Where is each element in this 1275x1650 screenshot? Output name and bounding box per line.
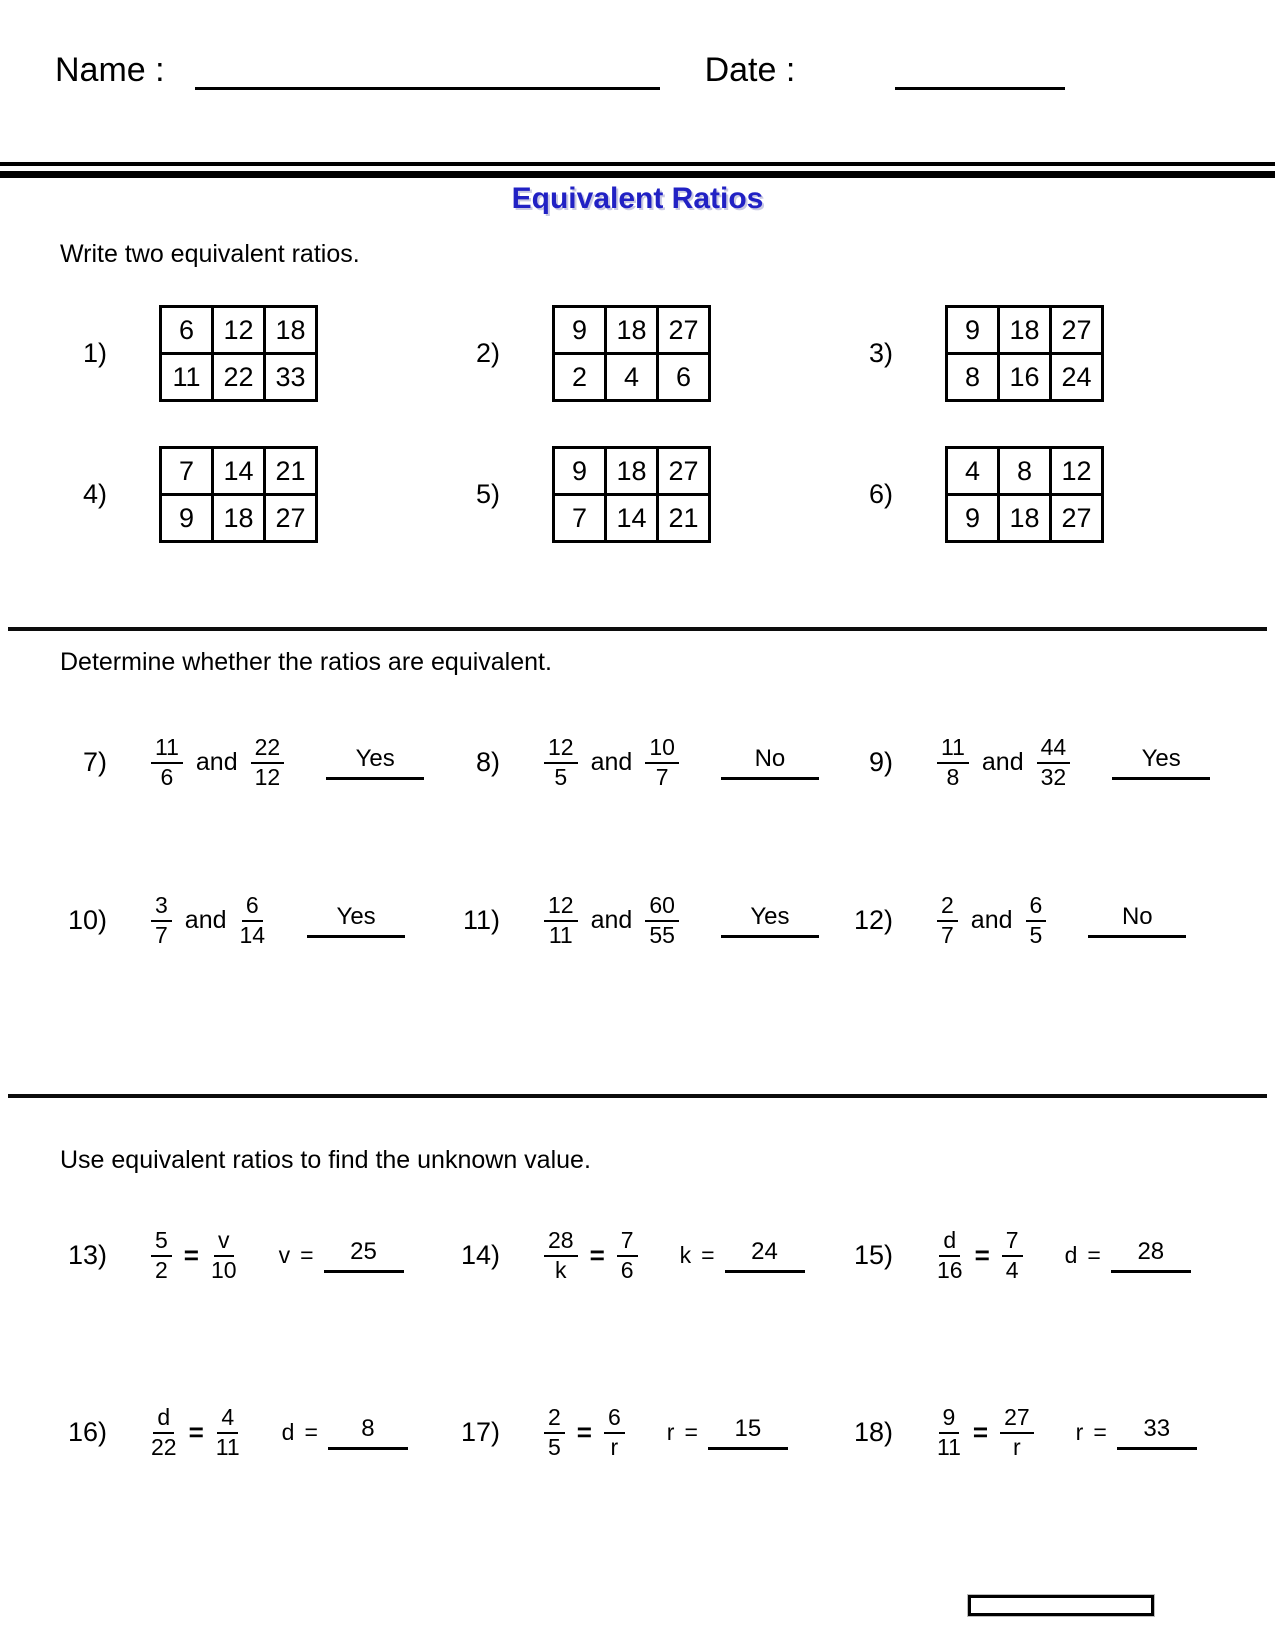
fraction-1 [151, 1405, 177, 1461]
variable-answer [1065, 1238, 1191, 1273]
problem-number: 7) [82, 747, 107, 778]
problem-number: 8) [475, 747, 500, 778]
denominator: 11 [937, 1433, 961, 1460]
compare-problem-7 [55, 735, 448, 791]
answer-blank[interactable]: 24 [725, 1238, 805, 1273]
answer-blank[interactable]: 33 [1117, 1415, 1197, 1450]
compare-problem-12 [841, 893, 1234, 949]
table-cell: 8 [947, 354, 999, 401]
date-label: Date : [704, 51, 796, 89]
table-cell: 7 [161, 448, 213, 495]
problem-number: 2) [475, 338, 500, 368]
numerator: 10 [645, 735, 679, 764]
fraction-2 [604, 1405, 625, 1461]
problem-number: 3) [868, 338, 893, 368]
table-problem-3 [841, 305, 1234, 402]
denominator: 10 [210, 1256, 237, 1283]
problem-number: 18) [853, 1417, 893, 1448]
table-cell: 4 [947, 448, 999, 495]
denominator: 7 [155, 921, 168, 948]
compare-problems-row-2 [55, 893, 1234, 949]
table-cell: 27 [265, 495, 317, 542]
fraction-1 [544, 735, 578, 791]
name-label: Name : [55, 51, 165, 89]
ratio-table [552, 305, 711, 402]
table-cell: 9 [554, 307, 606, 354]
problem-number: 9) [868, 747, 893, 778]
equation-problems-row-2 [55, 1405, 1234, 1461]
table-cell: 9 [161, 495, 213, 542]
table-cell: 18 [213, 495, 265, 542]
table-problem-5 [448, 446, 841, 543]
denominator: 5 [554, 763, 568, 790]
numerator: 44 [1037, 735, 1071, 764]
answer-blank[interactable]: Yes [307, 903, 405, 938]
ratio-table [159, 305, 318, 402]
answer-blank[interactable]: Yes [1112, 745, 1210, 780]
denominator: 7 [941, 921, 954, 948]
table-cell: 27 [1051, 307, 1103, 354]
variable-answer [667, 1415, 788, 1450]
fraction-2 [617, 1228, 638, 1284]
fraction-1 [151, 735, 183, 791]
numerator: 6 [1026, 893, 1047, 922]
denominator: 4 [1005, 1256, 1019, 1283]
numerator: 6 [242, 893, 263, 922]
fraction-2 [240, 893, 266, 949]
denominator: 6 [160, 763, 174, 790]
denominator: 7 [655, 763, 669, 790]
table-cell: 4 [606, 354, 658, 401]
name-input-line[interactable] [195, 48, 660, 90]
and-word: and [184, 906, 227, 935]
equation-problem-13 [55, 1228, 448, 1284]
table-cell: 22 [213, 354, 265, 401]
table-cell: 6 [658, 354, 710, 401]
problem-number: 10) [67, 905, 107, 936]
table-cell: 9 [554, 448, 606, 495]
and-word: and [970, 906, 1013, 935]
equals-sign: = [974, 1240, 990, 1271]
problem-number: 1) [82, 338, 107, 368]
table-cell: 7 [554, 495, 606, 542]
table-problems-row-1 [55, 305, 1234, 402]
variable-answer [680, 1238, 805, 1273]
fraction-2 [1002, 1228, 1023, 1284]
compare-problem-9 [841, 735, 1234, 791]
variable-answer [282, 1415, 408, 1450]
variable-letter: k [679, 1242, 692, 1269]
numerator: v [214, 1228, 234, 1257]
table-cell: 27 [658, 448, 710, 495]
problem-number: 4) [82, 479, 107, 509]
answer-blank[interactable]: 28 [1111, 1238, 1191, 1273]
numerator: 3 [151, 893, 172, 922]
fraction-1 [544, 1228, 578, 1284]
fraction-1 [544, 893, 578, 949]
equals-sign: = [1093, 1419, 1107, 1446]
table-cell: 8 [999, 448, 1051, 495]
denominator: 6 [620, 1256, 634, 1283]
denominator: r [1013, 1433, 1021, 1460]
problem-number: 16) [67, 1417, 107, 1448]
denominator: 14 [239, 921, 266, 948]
numerator: 5 [151, 1228, 172, 1257]
table-cell: 12 [1051, 448, 1103, 495]
denominator: 22 [151, 1433, 177, 1460]
problem-number: 14) [460, 1240, 500, 1271]
denominator: 5 [1029, 921, 1043, 948]
table-cell: 12 [213, 307, 265, 354]
numerator: 7 [617, 1228, 638, 1257]
numerator: 22 [251, 735, 285, 764]
denominator: 12 [254, 763, 281, 790]
numerator: d [939, 1228, 960, 1257]
problem-number: 5) [475, 479, 500, 509]
and-word: and [590, 906, 633, 935]
compare-problem-11 [448, 893, 841, 949]
fraction-2 [1037, 735, 1071, 791]
fraction-1 [937, 735, 969, 791]
variable-letter: r [1075, 1419, 1084, 1446]
table-cell: 27 [658, 307, 710, 354]
table-cell: 18 [999, 495, 1051, 542]
fraction-2 [211, 1228, 237, 1284]
numerator: 2 [937, 893, 958, 922]
problem-number: 11) [462, 905, 500, 936]
fraction-2 [251, 735, 285, 791]
denominator: 11 [215, 1433, 240, 1460]
table-cell: 24 [1051, 354, 1103, 401]
page-title: Equivalent Ratios [511, 182, 764, 215]
numerator: 2 [544, 1405, 565, 1434]
answer-blank[interactable]: 25 [324, 1238, 404, 1273]
equation-problem-15 [841, 1228, 1234, 1284]
variable-letter: v [278, 1242, 291, 1269]
denominator: 2 [155, 1256, 168, 1283]
table-cell: 14 [606, 495, 658, 542]
answer-blank[interactable]: 15 [708, 1415, 788, 1450]
fraction-1 [937, 893, 958, 949]
denominator: 32 [1040, 763, 1067, 790]
equation-problems-row-1 [55, 1228, 1234, 1284]
fraction-2 [1026, 893, 1047, 949]
table-cell: 9 [947, 495, 999, 542]
equals-sign: = [972, 1417, 989, 1448]
answer-blank[interactable]: Yes [721, 903, 819, 938]
equation-problem-14 [448, 1228, 841, 1284]
denominator: 16 [937, 1256, 963, 1283]
problem-number: 13) [67, 1240, 107, 1271]
answer-blank[interactable]: No [721, 745, 819, 780]
table-cell: 18 [606, 448, 658, 495]
table-cell: 18 [606, 307, 658, 354]
problem-number: 12) [853, 905, 893, 936]
table-cell: 27 [1051, 495, 1103, 542]
fraction-1 [937, 1228, 963, 1284]
table-problem-2 [448, 305, 841, 402]
section3-instruction: Use equivalent ratios to find the unknown value. [60, 1146, 591, 1174]
denominator: r [610, 1433, 619, 1460]
ratio-table [945, 305, 1104, 402]
denominator: 11 [548, 921, 573, 948]
table-cell: 33 [265, 354, 317, 401]
ratio-table [552, 446, 711, 543]
table-cell: 16 [999, 354, 1051, 401]
table-cell: 9 [947, 307, 999, 354]
equals-sign: = [188, 1417, 204, 1448]
equals-sign: = [304, 1419, 318, 1446]
equals-sign: = [300, 1242, 314, 1269]
section2-instruction: Determine whether the ratios are equivalent. [60, 648, 552, 676]
fraction-1 [937, 1405, 961, 1461]
answer-blank[interactable]: Yes [326, 745, 424, 780]
equals-sign: = [684, 1419, 698, 1446]
answer-blank[interactable]: No [1088, 903, 1186, 938]
compare-problem-10 [55, 893, 448, 949]
fraction-1 [544, 1405, 565, 1461]
denominator: 5 [548, 1433, 561, 1460]
header-divider-rule [0, 162, 1275, 178]
denominator: 55 [649, 921, 675, 948]
equals-sign: = [1087, 1242, 1101, 1269]
table-cell: 2 [554, 354, 606, 401]
equals-sign: = [576, 1417, 592, 1448]
problem-number: 17) [460, 1417, 500, 1448]
section1-instruction: Write two equivalent ratios. [60, 240, 360, 268]
numerator: 7 [1002, 1228, 1023, 1257]
fraction-2 [216, 1405, 240, 1461]
table-cell: 18 [265, 307, 317, 354]
fraction-2 [1000, 1405, 1034, 1461]
fraction-2 [645, 735, 679, 791]
table-problem-6 [841, 446, 1234, 543]
compare-problems-row-1 [55, 735, 1234, 791]
numerator: 12 [544, 735, 578, 764]
fraction-1 [151, 893, 172, 949]
numerator: 28 [544, 1228, 578, 1257]
table-problem-4 [55, 446, 448, 543]
variable-answer [1076, 1415, 1197, 1450]
ratio-table [945, 446, 1104, 543]
equals-sign: = [589, 1240, 605, 1271]
denominator: 8 [946, 763, 960, 790]
numerator: 12 [544, 893, 578, 922]
table-cell: 11 [161, 354, 213, 401]
numerator: 6 [604, 1405, 625, 1434]
equation-problem-16 [55, 1405, 448, 1461]
equals-sign: = [701, 1242, 715, 1269]
table-cell: 14 [213, 448, 265, 495]
numerator: 11 [937, 735, 969, 764]
numerator: 4 [217, 1405, 238, 1434]
equation-problem-18 [841, 1405, 1234, 1461]
table-cell: 21 [658, 495, 710, 542]
problem-number: 15) [853, 1240, 893, 1271]
fraction-1 [151, 1228, 172, 1284]
variable-letter: r [666, 1419, 675, 1446]
numerator: 11 [151, 735, 183, 764]
variable-letter: d [281, 1419, 295, 1446]
table-cell: 18 [999, 307, 1051, 354]
numerator: 60 [645, 893, 679, 922]
header [55, 48, 1220, 90]
and-word: and [590, 748, 633, 777]
problem-number: 6) [868, 479, 893, 509]
section-divider-1 [8, 627, 1267, 631]
numerator: d [153, 1405, 174, 1434]
fraction-2 [645, 893, 679, 949]
answer-blank[interactable]: 8 [328, 1415, 408, 1450]
table-cell: 21 [265, 448, 317, 495]
numerator: 27 [1000, 1405, 1034, 1434]
equals-sign: = [183, 1240, 199, 1271]
table-problem-1 [55, 305, 448, 402]
ratio-table [159, 446, 318, 543]
and-word: and [981, 748, 1024, 777]
section-divider-2 [8, 1094, 1267, 1098]
table-cell: 6 [161, 307, 213, 354]
and-word: and [195, 748, 238, 777]
variable-letter: d [1064, 1242, 1078, 1269]
date-input-line[interactable] [895, 48, 1065, 90]
compare-problem-8 [448, 735, 841, 791]
denominator: k [555, 1256, 567, 1283]
equation-problem-17 [448, 1405, 841, 1461]
table-problems-row-2 [55, 446, 1234, 543]
footer-empty-box [968, 1595, 1154, 1616]
variable-answer [279, 1238, 404, 1273]
numerator: 9 [939, 1405, 960, 1434]
